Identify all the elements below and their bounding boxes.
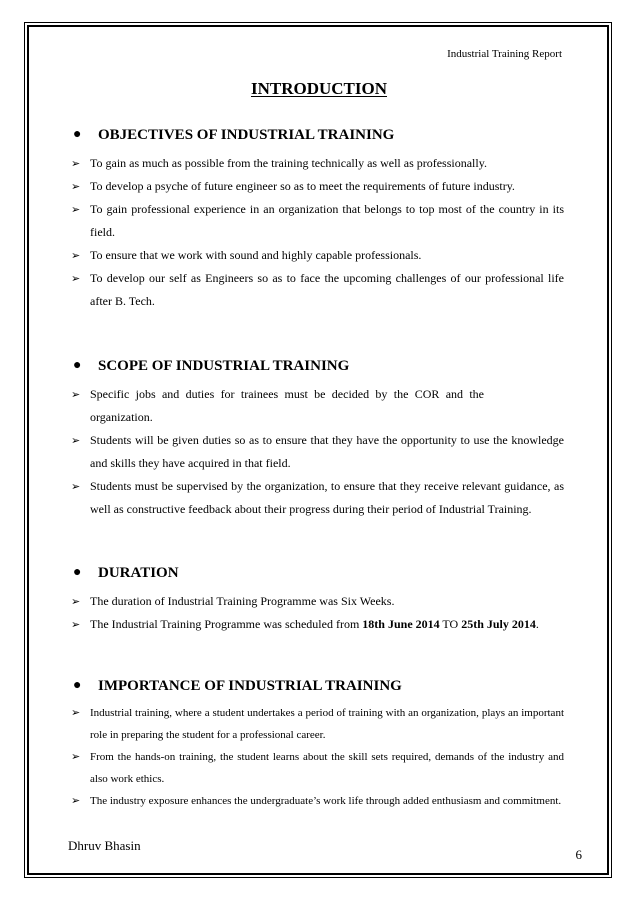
list-item-text: To gain as much as possible from the training technically as well as professionally.: [90, 156, 487, 170]
list-item: [68, 152, 564, 175]
duration-text-suffix: .: [535, 617, 539, 631]
bullet-icon: ●: [73, 678, 82, 693]
list-item: [68, 746, 564, 790]
list-item-text: From the hands-on training, the student learns about the skill sets required, demands of the industry and also work ethics.: [90, 751, 564, 785]
arrow-bullet-icon: ➢: [71, 180, 81, 193]
page-title-text: INTRODUCTION: [250, 79, 388, 98]
list-item: [68, 702, 564, 746]
footer-author: Dhruv Bhasin: [68, 838, 141, 853]
list-item: [68, 383, 564, 429]
list-item-text: Students will be given duties so as to ensure that they have the opportunity to use the knowledge and skills they have acquired in that field.: [90, 433, 564, 470]
section-heading-text: IMPORTANCE OF INDUSTRIAL TRAINING: [98, 678, 402, 694]
importance-list: [68, 702, 564, 812]
list-item: [68, 429, 564, 475]
arrow-bullet-icon: ➢: [71, 203, 81, 216]
duration-text-prefix: The Industrial Training Programme was scheduled from: [90, 617, 363, 631]
section-heading: [68, 358, 564, 378]
bullet-icon: ●: [73, 127, 82, 142]
page-title: [0, 79, 638, 99]
page-number: 6: [575, 847, 582, 862]
section-heading-text: DURATION: [98, 565, 179, 581]
list-item: [68, 475, 564, 521]
section-heading: [68, 565, 564, 585]
arrow-bullet-icon: ➢: [71, 388, 81, 401]
arrow-bullet-icon: ➢: [71, 595, 81, 608]
running-header: Industrial Training Report: [447, 48, 562, 60]
list-item: [68, 613, 564, 636]
section-importance: [68, 678, 564, 812]
duration-list: [68, 590, 564, 636]
section-heading: [68, 678, 564, 698]
list-item-text: The duration of Industrial Training Programme was Six Weeks.: [90, 594, 395, 608]
list-item-text: To ensure that we work with sound and highly capable professionals.: [90, 248, 422, 262]
scope-list: [68, 383, 564, 521]
duration-text-mid: TO: [439, 617, 462, 631]
list-item: [68, 590, 564, 613]
objectives-list: [68, 152, 564, 313]
duration-end-date: 25th July 2014: [461, 617, 536, 631]
bullet-icon: ●: [73, 565, 82, 580]
arrow-bullet-icon: ➢: [71, 618, 81, 631]
arrow-bullet-icon: ➢: [71, 249, 81, 262]
arrow-bullet-icon: ➢: [71, 706, 81, 719]
section-heading: [68, 127, 564, 147]
arrow-bullet-icon: ➢: [71, 750, 81, 763]
section-objectives: [68, 127, 564, 313]
arrow-bullet-icon: ➢: [71, 794, 81, 807]
arrow-bullet-icon: ➢: [71, 272, 81, 285]
section-scope: [68, 358, 564, 521]
arrow-bullet-icon: ➢: [71, 157, 81, 170]
list-item-text: Industrial training, where a student undertakes a period of training with an organization, plays an important role in preparing the student for a professional career.: [90, 707, 564, 741]
list-item: [68, 267, 564, 313]
section-duration: [68, 565, 564, 636]
section-heading-text: SCOPE OF INDUSTRIAL TRAINING: [98, 358, 350, 374]
list-item-text: To develop our self as Engineers so as to face the upcoming challenges of our professional life after B. Tech.: [90, 271, 564, 308]
list-item-text: [90, 613, 564, 636]
list-item-text: To develop a psyche of future engineer so as to meet the requirements of future industry.: [90, 179, 515, 193]
list-item-text: Students must be supervised by the organization, to ensure that they receive relevant guidance, as well as constructive feedback about their progress during their period of Industrial Training.: [90, 479, 564, 516]
list-item-text: Specific jobs and duties for trainees must be decided by the COR and the organization.: [90, 387, 484, 424]
bullet-icon: ●: [73, 358, 82, 373]
list-item: [68, 175, 564, 198]
list-item: [68, 790, 564, 812]
section-heading-text: OBJECTIVES OF INDUSTRIAL TRAINING: [98, 127, 395, 143]
list-item: [68, 244, 564, 267]
duration-start-date: 18th June 2014: [362, 617, 440, 631]
list-item: [68, 198, 564, 244]
list-item-text: The industry exposure enhances the undergraduate’s work life through added enthusiasm and commitment.: [90, 795, 562, 807]
list-item-text: To gain professional experience in an organization that belongs to top most of the country in its field.: [90, 202, 564, 239]
arrow-bullet-icon: ➢: [71, 434, 81, 447]
arrow-bullet-icon: ➢: [71, 480, 81, 493]
